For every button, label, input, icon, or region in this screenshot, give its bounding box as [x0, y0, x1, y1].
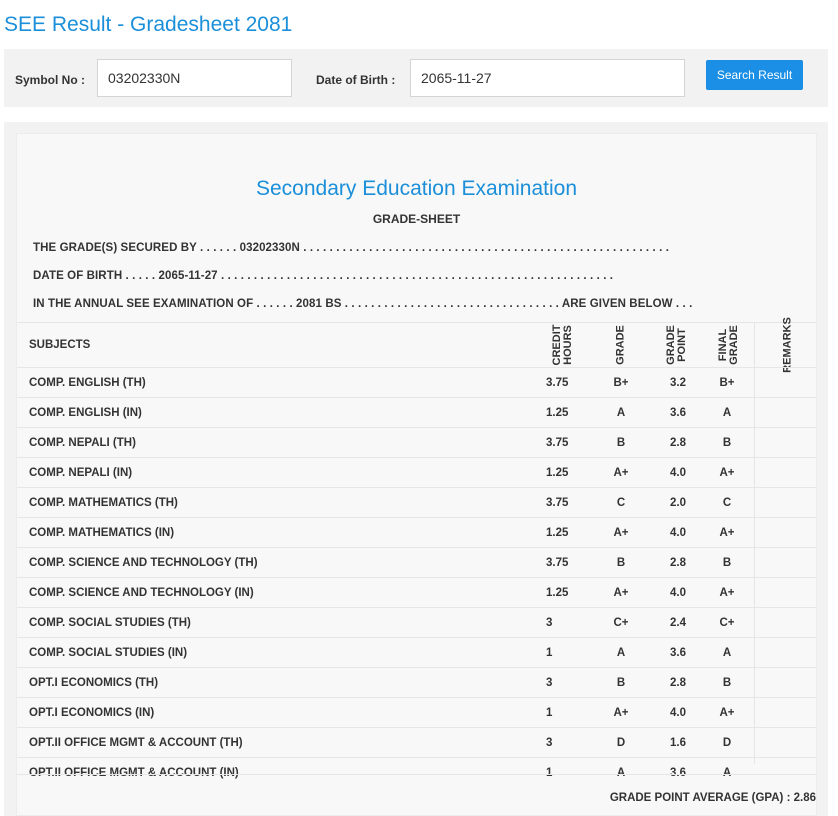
header-subjects: SUBJECTS — [29, 339, 91, 351]
credit-hours-cell: 1.25 — [546, 466, 569, 479]
search-result-button[interactable]: Search Result — [706, 60, 803, 90]
grade-cell: B — [616, 436, 626, 449]
table-row — [17, 607, 817, 637]
table-row — [17, 427, 817, 457]
credit-hours-cell: 1.25 — [546, 406, 569, 419]
subject-cell: COMP. ENGLISH (TH) — [29, 376, 146, 389]
table-row — [17, 577, 817, 607]
header-final-grade-line2: GRADE — [728, 325, 740, 365]
credit-hours-cell: 1.25 — [546, 526, 569, 539]
grade-point-cell: 3.2 — [670, 376, 686, 389]
final-grade-cell: B — [722, 436, 732, 449]
result-panel — [4, 122, 828, 816]
table-row — [17, 637, 817, 667]
header-remarks-line1: REMARKS — [781, 317, 794, 373]
header-remarks — [783, 317, 794, 373]
grades-table — [17, 317, 817, 787]
table-row — [17, 757, 817, 787]
grade-point-cell: 4.0 — [670, 586, 686, 599]
grade-point-cell: 4.0 — [670, 706, 686, 719]
credit-hours-cell: 1 — [546, 706, 553, 719]
search-bar — [4, 49, 828, 107]
grade-point-cell: 2.0 — [670, 496, 686, 509]
subject-cell: COMP. ENGLISH (IN) — [29, 406, 142, 419]
gradesheet-title: GRADE-SHEET — [372, 212, 461, 226]
grade-cell: A+ — [613, 706, 629, 719]
subject-cell: OPT.I ECONOMICS (TH) — [29, 676, 159, 689]
credit-hours-cell: 1.25 — [546, 586, 569, 599]
credit-hours-cell: 3.75 — [546, 436, 569, 449]
grade-point-cell: 3.6 — [670, 766, 686, 779]
header-credit-hours-line1: CREDIT — [551, 324, 563, 366]
grade-point-cell: 4.0 — [670, 526, 686, 539]
credit-hours-cell: 3.75 — [546, 556, 569, 569]
info-exam-year: IN THE ANNUAL SEE EXAMINATION OF . . . . . . 2081 BS . . . . . . . . . . . . . . . . . . . . . . . . . . . . . . . . . ARE GIVEN BELOW . . . — [33, 298, 693, 310]
grade-cell: A — [616, 406, 626, 419]
grade-point-cell: 1.6 — [670, 736, 686, 749]
final-grade-cell: D — [722, 736, 732, 749]
subject-cell: OPT.II OFFICE MGMT & ACCOUNT (IN) — [29, 766, 239, 779]
grade-cell: D — [616, 736, 626, 749]
grade-cell: A — [616, 646, 626, 659]
subject-cell: COMP. SOCIAL STUDIES (TH) — [29, 616, 191, 629]
table-row — [17, 547, 817, 577]
grade-cell: B — [616, 556, 626, 569]
final-grade-cell: C+ — [719, 616, 735, 629]
table-row — [17, 397, 817, 427]
credit-hours-cell: 3.75 — [546, 496, 569, 509]
final-grade-cell: A — [722, 406, 732, 419]
table-row — [17, 697, 817, 727]
gpa-summary: GRADE POINT AVERAGE (GPA) : 2.86 — [609, 792, 816, 804]
final-grade-cell: A — [722, 646, 732, 659]
grade-point-cell: 4.0 — [670, 466, 686, 479]
grade-cell: A — [616, 766, 626, 779]
header-final-grade — [718, 325, 740, 365]
header-credit-hours — [552, 325, 574, 366]
page-title: SEE Result - Gradesheet 2081 — [4, 13, 293, 36]
grade-sheet — [16, 133, 817, 816]
final-grade-cell: C — [722, 496, 732, 509]
header-grade-point-line2: POINT — [676, 328, 688, 362]
credit-hours-cell: 3.75 — [546, 376, 569, 389]
remarks-divider — [754, 322, 755, 764]
credit-hours-cell: 3 — [546, 736, 553, 749]
subject-cell: COMP. SCIENCE AND TECHNOLOGY (IN) — [29, 586, 254, 599]
subject-cell: COMP. SOCIAL STUDIES (IN) — [29, 646, 188, 659]
grade-cell: A+ — [613, 526, 629, 539]
subject-cell: COMP. MATHEMATICS (TH) — [29, 496, 178, 509]
info-grade-secured: THE GRADE(S) SECURED BY . . . . . . 03202330N . . . . . . . . . . . . . . . . . . . . . . . . . . . . . . . . . . . . . . . . . . . . . . . . . . . . . . . . — [33, 242, 669, 254]
header-grade-point-line1: GRADE — [665, 325, 677, 365]
symbol-number-input[interactable] — [97, 59, 292, 97]
table-row — [17, 367, 817, 397]
subject-cell: COMP. SCIENCE AND TECHNOLOGY (TH) — [29, 556, 258, 569]
subject-cell: COMP. MATHEMATICS (IN) — [29, 526, 175, 539]
date-of-birth-input[interactable] — [410, 59, 685, 97]
credit-hours-cell: 3 — [546, 676, 553, 689]
subject-cell: COMP. NEPALI (IN) — [29, 466, 133, 479]
grade-cell: C — [616, 496, 626, 509]
grade-cell: C+ — [613, 616, 629, 629]
gpa-divider — [17, 774, 817, 775]
credit-hours-cell: 3 — [546, 616, 553, 629]
credit-hours-cell: 1 — [546, 766, 553, 779]
final-grade-cell: B+ — [719, 376, 735, 389]
subject-cell: COMP. NEPALI (TH) — [29, 436, 136, 449]
final-grade-cell: A — [722, 766, 732, 779]
grade-cell: A+ — [613, 586, 629, 599]
table-row — [17, 457, 817, 487]
final-grade-cell: A+ — [719, 466, 735, 479]
grade-point-cell: 2.8 — [670, 556, 686, 569]
final-grade-cell: A+ — [719, 586, 735, 599]
table-body — [17, 367, 817, 787]
grade-cell: B — [616, 676, 626, 689]
final-grade-cell: B — [722, 556, 732, 569]
header-credit-hours-line2: HOURS — [562, 325, 574, 365]
table-row — [17, 487, 817, 517]
table-row — [17, 517, 817, 547]
table-row — [17, 727, 817, 757]
table-header — [17, 317, 817, 373]
grade-cell: A+ — [613, 466, 629, 479]
grade-cell: B+ — [613, 376, 629, 389]
header-grade-line1: GRADE — [614, 325, 627, 365]
subject-cell: OPT.II OFFICE MGMT & ACCOUNT (TH) — [29, 736, 243, 749]
table-row — [17, 667, 817, 697]
final-grade-cell: B — [722, 676, 732, 689]
header-grade-point — [666, 325, 688, 365]
header-grade — [616, 325, 627, 365]
subject-cell: OPT.I ECONOMICS (IN) — [29, 706, 155, 719]
grade-point-cell: 2.8 — [670, 676, 686, 689]
header-final-grade-line1: FINAL — [717, 328, 729, 362]
grade-point-cell: 3.6 — [670, 406, 686, 419]
exam-title: Secondary Education Examination — [255, 177, 578, 200]
info-date-of-birth: DATE OF BIRTH . . . . . 2065-11-27 . . . . . . . . . . . . . . . . . . . . . . . . . . . . . . . . . . . . . . . . . . . . . . . . . . . . . . . . . . . . — [33, 270, 614, 282]
date-of-birth-label: Date of Birth : — [316, 73, 396, 87]
final-grade-cell: A+ — [719, 526, 735, 539]
symbol-number-label: Symbol No : — [15, 73, 86, 87]
grade-point-cell: 2.8 — [670, 436, 686, 449]
grade-point-cell: 3.6 — [670, 646, 686, 659]
final-grade-cell: A+ — [719, 706, 735, 719]
credit-hours-cell: 1 — [546, 646, 553, 659]
grade-point-cell: 2.4 — [670, 616, 686, 629]
